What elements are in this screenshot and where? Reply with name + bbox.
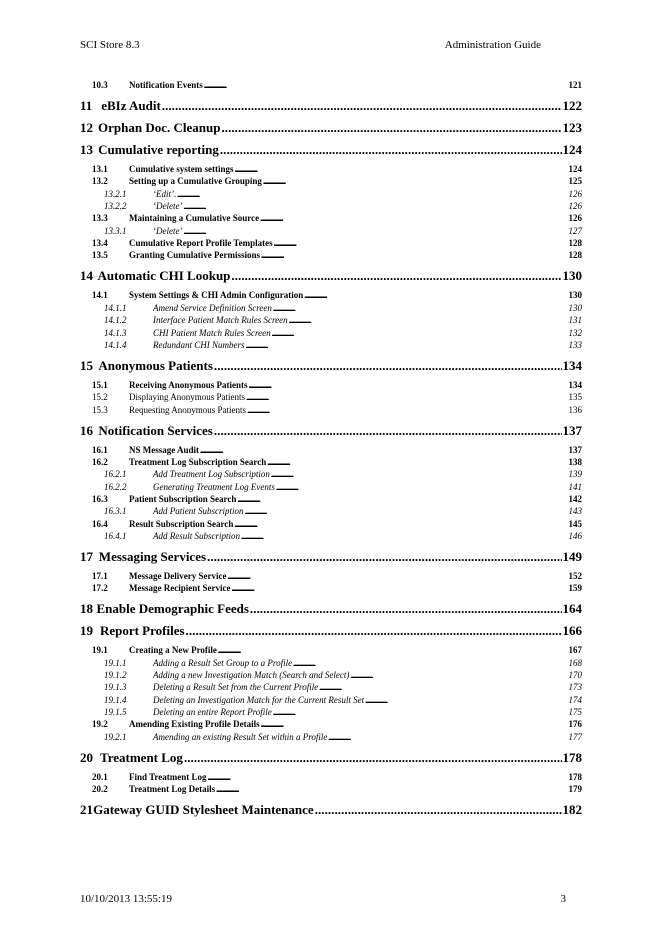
toc-entry-number: 19.1.3	[104, 682, 127, 693]
toc-leader-dots	[273, 303, 568, 313]
toc-entry-title: Add Treatment Log Subscription	[153, 469, 270, 480]
toc-entry-title: Maintaining a Cumulative Source	[129, 213, 260, 224]
toc-entry-title: Treatment Log Details	[129, 784, 216, 795]
toc-entry-number: 16.3	[92, 493, 108, 504]
toc-entry-page: 124	[568, 164, 582, 174]
toc-entry[interactable]	[80, 601, 582, 617]
toc-leader-dots	[220, 142, 562, 158]
toc-entry-page: 126	[568, 188, 582, 199]
toc-entry-page: 122	[562, 98, 582, 113]
toc-entry[interactable]	[80, 802, 582, 818]
toc-leader-dots	[289, 315, 568, 325]
toc-entry-page: 134	[568, 379, 582, 390]
toc-entry-page: 136	[568, 404, 582, 415]
toc-entry[interactable]	[80, 142, 582, 158]
toc-entry[interactable]	[80, 120, 582, 136]
toc-entry-number: 16.2	[92, 456, 108, 467]
toc-leader-dots	[261, 250, 567, 260]
header-right: Administration Guide	[444, 39, 541, 51]
toc-leader-dots	[272, 328, 568, 338]
toc-leader-dots	[237, 494, 567, 504]
toc-entry-page: 126	[568, 201, 582, 212]
toc-entry-title: Cumulative Report Profile Templates	[129, 238, 273, 249]
toc-leader-dots	[246, 392, 567, 402]
toc-leader-dots	[274, 238, 568, 248]
toc-entry-title: System Settings & CHI Admin Configuration	[129, 290, 304, 301]
toc-entry-number: 19.1.1	[104, 657, 127, 668]
toc-entry-page: 141	[568, 481, 582, 492]
toc-entry-page: 133	[568, 339, 582, 350]
toc-entry-title: Adding a new Investigation Match (Search and Select)	[153, 670, 350, 681]
toc-leader-dots	[350, 670, 567, 680]
toc-entry-title: Message Delivery Service	[129, 571, 227, 581]
toc-entry-page: 131	[568, 315, 582, 326]
toc-leader-dots	[208, 772, 568, 782]
toc-entry-title: Treatment Log	[100, 749, 183, 765]
toc-entry-title: eBIz Audit	[101, 98, 161, 113]
toc-entry-number: 16.2.2	[104, 481, 127, 492]
toc-entry-number: 13.3	[92, 213, 108, 224]
toc-entry-page: 174	[568, 694, 582, 705]
toc-entry-page: 149	[562, 549, 582, 564]
toc-leader-dots	[218, 645, 568, 655]
toc-entry-title: Granting Cumulative Permissions	[129, 250, 261, 261]
toc-entry-number: 20	[80, 749, 93, 765]
toc-entry-page: 167	[568, 645, 582, 656]
toc-entry[interactable]	[92, 405, 582, 415]
toc-entry[interactable]	[104, 469, 582, 479]
toc-entry[interactable]	[92, 457, 582, 467]
toc-entry-page: 132	[568, 327, 582, 338]
toc-entry-title: ‘Edit’.	[153, 188, 177, 199]
toc-entry-title: Result Subscription Search	[129, 518, 234, 529]
toc-entry-title: ‘Delete’	[153, 201, 183, 212]
toc-entry-number: 14.1.4	[104, 339, 127, 350]
toc-leader-dots	[183, 226, 567, 236]
toc-entry[interactable]	[92, 571, 582, 581]
toc-entry-page: 152	[568, 571, 582, 581]
toc-entry-page: 137	[562, 422, 582, 438]
toc-entry-title: Cumulative system settings	[129, 164, 234, 174]
toc-entry-page: 138	[568, 456, 582, 467]
toc-entry[interactable]	[104, 707, 582, 717]
toc-entry-number: 19.2.1	[104, 731, 127, 742]
toc-entry-number: 16.2.1	[104, 469, 127, 480]
toc-entry-number: 11	[80, 98, 93, 113]
toc-entry[interactable]	[92, 519, 582, 529]
toc-entry-title: Find Treatment Log	[129, 771, 207, 782]
toc-entry[interactable]	[92, 494, 582, 504]
toc-entry[interactable]	[104, 328, 582, 338]
toc-entry-number: 16.4.1	[104, 531, 127, 541]
toc-leader-dots	[247, 405, 568, 415]
toc-entry-title: Message Recipient Service	[129, 583, 231, 594]
toc-entry[interactable]	[92, 392, 582, 402]
toc-leader-dots	[267, 457, 567, 467]
toc-entry-number: 17.1	[92, 571, 108, 581]
toc-entry-number: 19.1.5	[104, 707, 127, 718]
toc-entry[interactable]	[92, 290, 582, 300]
toc-leader-dots	[162, 98, 562, 114]
toc-leader-dots	[245, 506, 568, 516]
toc-entry[interactable]	[80, 623, 582, 639]
toc-entry[interactable]	[92, 164, 582, 174]
toc-entry-page: 168	[568, 657, 582, 668]
toc-entry[interactable]	[80, 750, 582, 766]
toc-entry-page: 145	[568, 518, 582, 529]
toc-entry-number: 17.2	[92, 583, 108, 594]
toc-entry-number: 13	[80, 142, 93, 157]
toc-leader-dots	[207, 549, 561, 565]
toc-leader-dots	[241, 531, 568, 541]
toc-entry-number: 14.1	[92, 290, 108, 301]
toc-leader-dots	[214, 358, 562, 374]
toc-entry[interactable]	[104, 226, 582, 236]
toc-entry-number: 13.5	[92, 250, 108, 261]
toc-entry-page: 125	[568, 176, 582, 187]
toc-entry[interactable]	[92, 238, 582, 248]
toc-entry-page: 128	[568, 238, 582, 249]
toc-leader-dots	[249, 380, 568, 390]
toc-entry-title: Treatment Log Subscription Search	[129, 456, 267, 467]
toc-entry-page: 142	[568, 493, 582, 504]
toc-leader-dots	[365, 695, 567, 705]
toc-entry-number: 16.1	[92, 444, 108, 455]
toc-entry-number: 16	[80, 422, 93, 438]
toc-entry-page: 182	[562, 802, 582, 818]
footer-timestamp: 10/10/2013 13:55:19	[80, 893, 172, 905]
toc-entry-number: 21	[80, 802, 93, 818]
toc-entry[interactable]	[104, 189, 582, 199]
toc-leader-dots	[276, 482, 568, 492]
toc-entry[interactable]	[104, 695, 582, 705]
toc-leader-dots	[235, 164, 568, 174]
toc-entry-number: 14.1.2	[104, 315, 127, 326]
toc-leader-dots	[221, 120, 561, 136]
toc-entry-number: 13.3.1	[104, 225, 127, 236]
toc-entry[interactable]	[104, 506, 582, 516]
toc-entry[interactable]	[92, 80, 582, 90]
toc-entry-title: Orphan Doc. Cleanup	[98, 120, 221, 135]
toc-entry-page: 178	[568, 771, 582, 782]
toc-entry-number: 19.1	[92, 645, 108, 656]
toc-entry-page: 146	[568, 531, 582, 541]
toc-entry-number: 14.1.3	[104, 327, 127, 338]
toc-entry[interactable]	[92, 250, 582, 260]
toc-entry-number: 15.1	[92, 379, 108, 390]
toc-entry-number: 14.1.1	[104, 302, 127, 313]
toc-leader-dots	[271, 469, 568, 479]
toc-entry-page: 123	[562, 120, 582, 135]
toc-entry-number: 20.2	[92, 784, 108, 795]
toc-leader-dots	[231, 583, 567, 593]
toc-entry-page: 175	[568, 707, 582, 718]
toc-entry-title: Deleting a Result Set from the Current Profile	[153, 682, 319, 693]
toc-leader-dots	[273, 707, 568, 717]
toc-leader-dots	[204, 80, 568, 90]
toc-entry-title: Report Profiles	[99, 623, 185, 639]
toc-entry-page: 139	[568, 469, 582, 480]
toc-entry-page: 179	[568, 784, 582, 795]
toc-leader-dots	[214, 423, 562, 439]
toc-entry-number: 15.2	[92, 392, 108, 403]
toc-entry[interactable]	[92, 583, 582, 593]
toc-entry-title: Gateway GUID Stylesheet Maintenance	[93, 802, 314, 818]
toc-leader-dots	[304, 290, 567, 300]
header-left: SCI Store 8.3	[80, 39, 140, 51]
toc-entry-title: Patient Subscription Search	[129, 493, 237, 504]
toc-entry-number: 13.1	[92, 164, 108, 174]
toc-entry[interactable]	[80, 98, 582, 114]
toc-entry-number: 13.2	[92, 176, 108, 187]
toc-entry-page: 128	[568, 250, 582, 261]
toc-entry-number: 10.3	[92, 80, 108, 90]
toc-entry-number: 19.1.4	[104, 694, 127, 705]
toc-entry-title: Amend Service Definition Screen	[153, 302, 272, 313]
toc-entry-page: 124	[562, 142, 582, 157]
toc-entry[interactable]	[80, 268, 582, 284]
toc-entry[interactable]	[92, 645, 582, 655]
toc-entry[interactable]	[104, 658, 582, 668]
toc-entry[interactable]	[92, 213, 582, 223]
toc-entry[interactable]	[104, 732, 582, 742]
toc-entry[interactable]	[80, 358, 582, 374]
toc-entry-number: 12	[80, 120, 93, 135]
toc-entry-title: Requesting Anonymous Patients	[129, 404, 246, 415]
toc-entry-title: Anonymous Patients	[98, 357, 213, 373]
toc-entry-title: Interface Patient Match Rules Screen	[153, 315, 288, 326]
toc-entry-number: 13.2.1	[104, 188, 127, 199]
toc-entry-page: 126	[568, 213, 582, 224]
toc-leader-dots	[227, 571, 567, 581]
toc-entry[interactable]	[104, 531, 582, 541]
toc-entry[interactable]	[104, 303, 582, 313]
toc-entry-number: 13.2.2	[104, 201, 127, 212]
toc-entry-number: 19.1.2	[104, 670, 127, 681]
toc-entry-title: Creating a New Profile	[129, 645, 217, 656]
toc-entry-page: 166	[562, 623, 582, 639]
toc-entry[interactable]	[92, 719, 582, 729]
toc-entry-title: ‘Delete’	[153, 225, 183, 236]
toc-leader-dots	[177, 189, 567, 199]
toc-leader-dots	[260, 213, 567, 223]
toc-entry-title: Notification Services	[98, 422, 213, 438]
toc-entry-title: NS Message Audit	[129, 444, 200, 455]
toc-entry-number: 19	[80, 623, 93, 639]
toc-leader-dots	[250, 601, 562, 617]
toc-leader-dots	[186, 623, 562, 639]
toc-entry-page: 130	[568, 302, 582, 313]
toc-entry-title: Messaging Services	[98, 549, 207, 564]
toc-leader-dots	[200, 445, 567, 455]
toc-entry-page: 176	[568, 719, 582, 730]
toc-entry-title: Receiving Anonymous Patients	[129, 379, 248, 390]
toc-entry-title: Add Patient Subscription	[153, 506, 244, 517]
toc-leader-dots	[319, 682, 567, 692]
toc-leader-dots	[315, 802, 562, 818]
toc-entry[interactable]	[104, 340, 582, 350]
toc-entry-page: 177	[568, 731, 582, 742]
toc-entry-title: Deleting an Investigation Match for the Current Result Set	[153, 694, 365, 705]
toc-entry-number: 17	[80, 549, 93, 564]
toc-leader-dots	[246, 340, 568, 350]
toc-entry-title: Enable Demographic Feeds	[96, 601, 249, 617]
toc-entry[interactable]	[104, 682, 582, 692]
toc-leader-dots	[234, 519, 567, 529]
toc-entry[interactable]	[104, 201, 582, 211]
toc-entry-page: 137	[568, 444, 582, 455]
toc-entry[interactable]	[104, 482, 582, 492]
toc-entry-title: Notification Events	[129, 80, 203, 90]
toc-entry-title: Cumulative reporting	[98, 142, 219, 157]
toc-entry-number: 14	[80, 268, 93, 284]
toc-entry-page: 178	[562, 749, 582, 765]
toc-entry-number: 19.2	[92, 719, 108, 730]
toc-entry[interactable]	[104, 670, 582, 680]
toc-entry-title: Adding a Result Set Group to a Profile	[153, 657, 293, 668]
toc-entry[interactable]	[92, 380, 582, 390]
toc-entry-title: Displaying Anonymous Patients	[129, 392, 246, 403]
toc-entry-number: 18	[80, 601, 93, 617]
toc-entry-page: 170	[568, 670, 582, 681]
toc-entry-page: 159	[568, 583, 582, 594]
toc-entry[interactable]	[92, 772, 582, 782]
toc-entry-page: 173	[568, 682, 582, 693]
toc-leader-dots	[231, 268, 561, 284]
toc-entry-page: 143	[568, 506, 582, 517]
toc-entry-title: Amending Existing Profile Details	[129, 719, 260, 730]
toc-entry-number: 15.3	[92, 404, 108, 415]
toc-entry[interactable]	[80, 549, 582, 565]
toc-entry-number: 16.4	[92, 518, 108, 529]
toc-leader-dots	[216, 784, 567, 794]
toc-entry-page: 134	[562, 357, 582, 373]
toc-leader-dots	[261, 719, 568, 729]
footer-page-number: 3	[560, 893, 566, 905]
toc-entry-title: Amending an existing Result Set within a Profile	[153, 731, 328, 742]
toc-entry-page: 127	[568, 225, 582, 236]
toc-entry-title: Automatic CHI Lookup	[97, 268, 231, 284]
toc-entry-title: Redundant CHI Numbers	[153, 339, 245, 350]
toc-entry-page: 130	[568, 290, 582, 301]
toc-entry-title: Setting up a Cumulative Grouping	[129, 176, 262, 187]
toc-entry[interactable]	[92, 445, 582, 455]
toc-entry-number: 16.3.1	[104, 506, 127, 517]
toc-leader-dots	[328, 732, 567, 742]
toc-leader-dots	[293, 658, 567, 668]
toc-entry-page: 164	[562, 601, 582, 617]
toc-entry-title: Add Result Subscription	[153, 531, 240, 541]
toc-entry[interactable]	[104, 315, 582, 325]
toc-entry-page: 121	[568, 80, 582, 90]
toc-entry-title: Generating Treatment Log Events	[153, 481, 275, 492]
toc-leader-dots	[263, 176, 568, 186]
toc-entry[interactable]	[92, 176, 582, 186]
toc-leader-dots	[183, 201, 567, 211]
toc-entry-number: 13.4	[92, 238, 108, 249]
toc-entry-number: 20.1	[92, 771, 108, 782]
toc-entry-title: Deleting an entire Report Profile	[153, 707, 272, 718]
toc-entry-title: CHI Patient Match Rules Screen	[153, 327, 271, 338]
toc-entry[interactable]	[92, 784, 582, 794]
toc-entry[interactable]	[80, 423, 582, 439]
toc-entry-page: 130	[562, 268, 582, 284]
toc-entry-page: 135	[568, 392, 582, 403]
toc-leader-dots	[184, 750, 562, 766]
toc-entry-number: 15	[80, 357, 93, 373]
